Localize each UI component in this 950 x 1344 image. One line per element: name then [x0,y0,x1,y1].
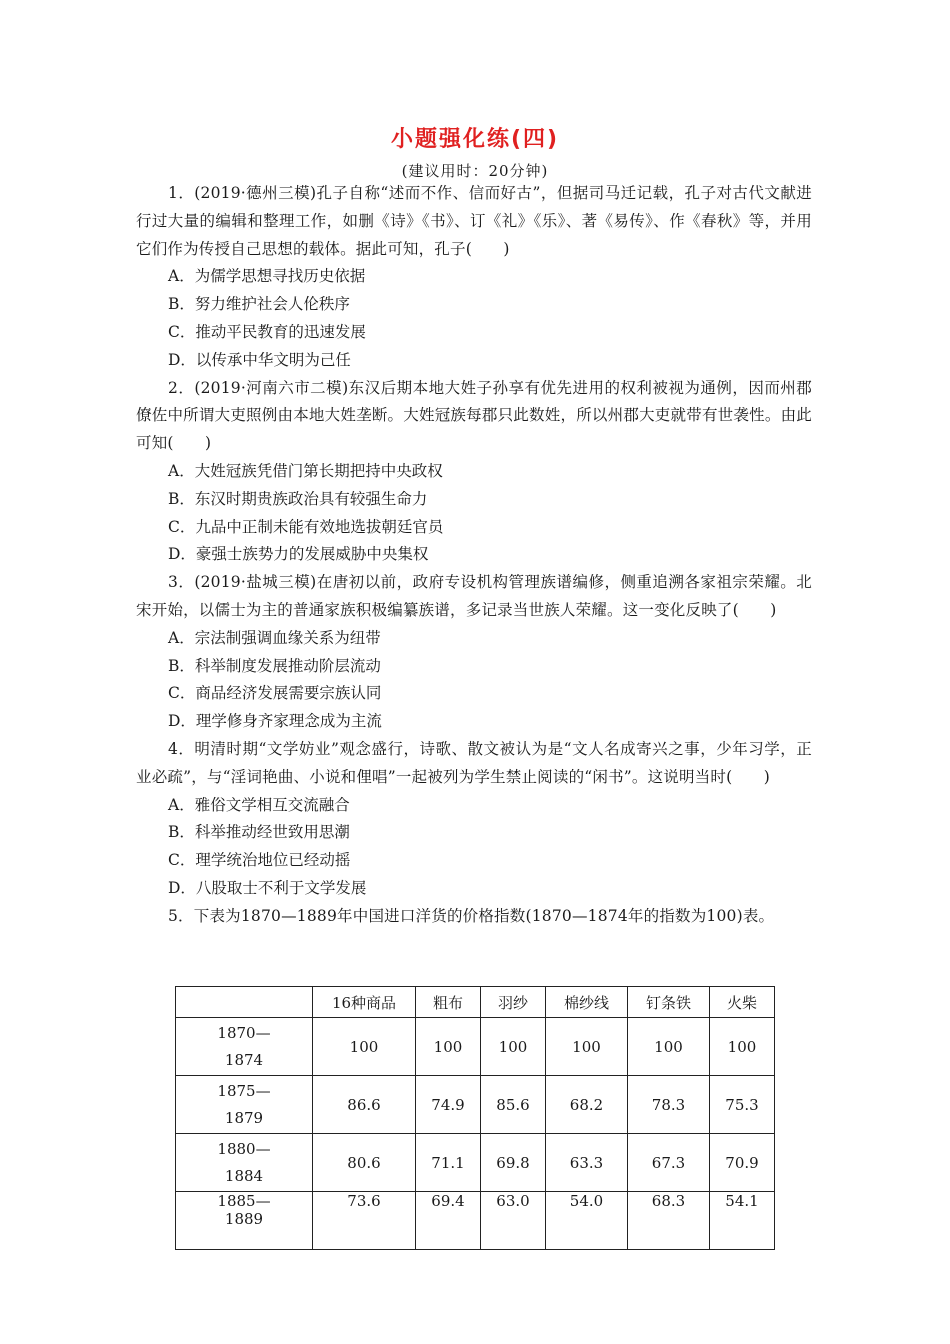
table-cell: 75.3 [710,1076,775,1134]
table-cell: 71.1 [416,1134,481,1192]
table-cell: 63.0 [481,1192,546,1250]
table-cell: 78.3 [628,1076,710,1134]
table-header-cell: 粗布 [416,987,481,1018]
page-subtitle: (建议用时：20分钟) [401,162,549,180]
table-cell: 63.3 [546,1134,628,1192]
table-cell: 54.0 [546,1192,628,1250]
question-4-stem: 4．明清时期“文学妨业”观念盛行，诗歌、散文被认为是“文人名成寄兴之事，少年习学，正业必疏”，与“淫词艳曲、小说和俚唱”一起被列为学生禁止阅读的“闲书”。这说明当时( ) [136,739,812,786]
table-header-cell: 钉条铁 [628,987,710,1018]
question-1-option-d: D．以传承中华文明为己任 [168,350,351,369]
table-cell: 80.6 [313,1134,416,1192]
table-cell: 69.4 [416,1192,481,1250]
price-index-table [175,986,775,1250]
table-header-cell: 羽纱 [481,987,546,1018]
table-row [176,1134,775,1192]
question-4-option-c: C．理学统治地位已经动摇 [168,851,351,870]
table-cell: 70.9 [710,1134,775,1192]
period-start: 1875— [217,1081,271,1100]
period-cell [176,1018,313,1076]
question-1-option-a: A．为儒学思想寻找历史依据 [168,267,366,286]
questions-section [136,180,812,931]
page-title: 小题强化练(四) [390,127,560,152]
table-cell: 68.3 [628,1192,710,1250]
period-start: 1885— [217,1192,271,1210]
question-2-stem: 2．(2019·河南六市二模)东汉后期本地大姓子孙享有优先进用的权利被视为通例，因而州郡僚佐中所谓大吏照例由本地大姓垄断。大姓冠族每郡只此数姓，所以州郡大吏就带有世袭性。由此可知( ) [136,378,812,453]
table-cell: 100 [628,1018,710,1076]
question-2-option-b: B．东汉时期贵族政治具有较强生命力 [168,489,428,508]
question-3-option-c: C．商品经济发展需要宗族认同 [168,684,382,703]
table-cell: 100 [481,1018,546,1076]
table-header-cell [176,987,313,1018]
table-row [176,1076,775,1134]
table-cell: 54.1 [710,1192,775,1250]
table-cell: 86.6 [313,1076,416,1134]
question-3-stem: 3．(2019·盐城三模)在唐初以前，政府专设机构管理族谱编修，侧重追溯各家祖宗荣耀。北宋开始，以儒士为主的普通家族积极编纂族谱，多记录当世族人荣耀。这一变化反映了( ) [136,573,812,619]
period-start: 1880— [217,1139,271,1158]
question-5-stem: 5．下表为1870—1889年中国进口洋货的价格指数(1870—1874年的指数为100)表。 [168,906,775,925]
question-2-option-d: D．豪强士族势力的发展威胁中央集权 [168,545,429,564]
period-cell [176,1134,313,1192]
question-4-option-b: B．科举推动经世致用思潮 [168,823,350,842]
period-end: 1884 [224,1166,264,1185]
period-end: 1874 [224,1050,264,1069]
price-index-table-wrapper [175,986,774,1228]
table-cell: 100 [546,1018,628,1076]
table-cell: 100 [416,1018,481,1076]
table-row [176,1018,775,1076]
table-cell: 69.8 [481,1134,546,1192]
table-cell: 73.6 [313,1192,416,1250]
question-1-option-c: C．推动平民教育的迅速发展 [168,322,366,341]
table-cell: 68.2 [546,1076,628,1134]
period-end: 1879 [224,1108,264,1127]
question-1-option-b: B．努力维护社会人伦秩序 [168,295,350,314]
table-cell: 85.6 [481,1076,546,1134]
question-3-option-d: D．理学修身齐家理念成为主流 [168,712,382,731]
table-cell: 100 [313,1018,416,1076]
period-end: 1889 [224,1210,264,1228]
table-header-row [176,987,775,1018]
question-1-stem: 1．(2019·德州三模)孔子自称“述而不作、信而好古”，但据司马迁记载，孔子对古代文献进行过大量的编辑和整理工作，如删《诗》《书》、订《礼》《乐》、著《易传》、作《春秋》等，并用它们作为传授自己思想的载体。据此可知，孔子( ) [136,184,812,258]
question-4-option-a: A．雅俗文学相互交流融合 [168,795,350,814]
table-cell: 74.9 [416,1076,481,1134]
table-cell: 100 [710,1018,775,1076]
period-cell [176,1076,313,1134]
table-header-cell: 棉纱线 [546,987,628,1018]
table-row [176,1192,775,1250]
table-cell: 67.3 [628,1134,710,1192]
table-header-cell: 火柴 [710,987,775,1018]
period-cell [176,1192,313,1250]
question-3-option-b: B．科举制度发展推动阶层流动 [168,656,381,675]
period-start: 1870— [217,1023,271,1042]
question-2-option-a: A．大姓冠族凭借门第长期把持中央政权 [168,461,443,480]
question-2-option-c: C．九品中正制未能有效地选拔朝廷官员 [168,517,444,536]
question-4-option-d: D．八股取士不利于文学发展 [168,878,367,897]
question-3-option-a: A．宗法制强调血缘关系为纽带 [168,628,381,647]
table-header-cell: 16种商品 [313,987,416,1018]
